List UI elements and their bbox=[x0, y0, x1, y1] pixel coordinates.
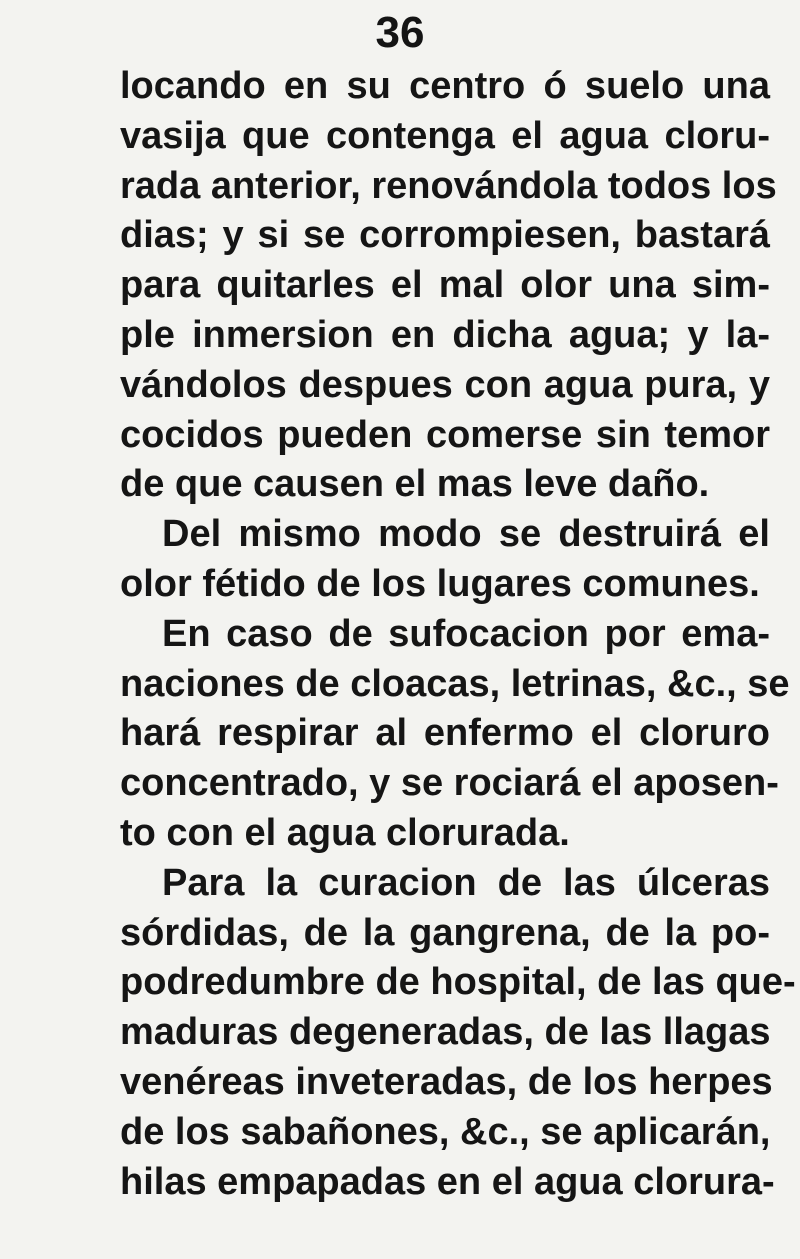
text-line: podredumbre de hospital, de las que- bbox=[120, 961, 796, 1004]
text-line: para quitarles el mal olor una sim- bbox=[120, 264, 770, 307]
text-line: venéreas inveteradas, de los herpes bbox=[120, 1060, 773, 1103]
text-line: ple inmersion en dicha agua; y la- bbox=[120, 313, 770, 356]
text-line: hará respirar al enfermo el cloruro bbox=[120, 712, 770, 755]
text-line: vándolos despues con agua pura, y bbox=[120, 363, 770, 406]
text-line: dias; y si se corrompiesen, bastará bbox=[120, 214, 770, 257]
text-line: Para la curacion de las úlceras bbox=[162, 861, 770, 904]
text-line: Del mismo modo se destruirá el bbox=[162, 513, 770, 556]
text-line: En caso de sufocacion por ema- bbox=[162, 612, 770, 655]
text-line: de que causen el mas leve daño. bbox=[120, 463, 710, 506]
text-line: concentrado, y se rociará el aposen- bbox=[120, 762, 779, 805]
text-line: de los sabañones, &c., se aplicarán, bbox=[120, 1110, 771, 1153]
text-line: maduras degeneradas, de las llagas bbox=[120, 1011, 771, 1054]
text-line: to con el agua clorurada. bbox=[120, 811, 570, 854]
text-line: olor fétido de los lugares comunes. bbox=[120, 562, 760, 605]
body-text bbox=[120, 62, 796, 1207]
text-line: cocidos pueden comerse sin temor bbox=[120, 413, 770, 456]
page-number: 36 bbox=[375, 8, 425, 57]
text-line: sórdidas, de la gangrena, de la po- bbox=[120, 911, 770, 954]
text-line: rada anterior, renovándola todos los bbox=[120, 164, 777, 207]
text-line: naciones de cloacas, letrinas, &c., se bbox=[120, 662, 790, 705]
text-line: vasija que contenga el agua cloru- bbox=[120, 114, 770, 157]
text-line: locando en su centro ó suelo una bbox=[120, 65, 770, 107]
text-line: hilas empapadas en el agua clorura- bbox=[120, 1160, 775, 1203]
